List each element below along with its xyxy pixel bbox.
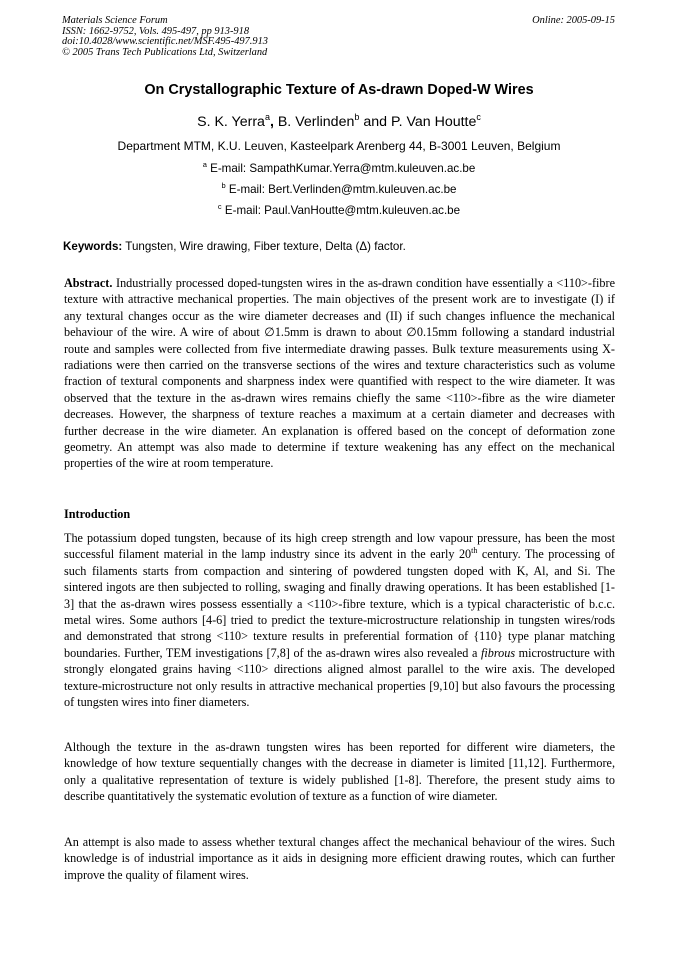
- email-text: E-mail: Paul.VanHoutte@mtm.kuleuven.ac.be: [221, 204, 461, 217]
- author-mark: a: [264, 112, 270, 122]
- section-heading: Introduction: [64, 507, 131, 521]
- journal-header: [62, 16, 482, 58]
- paragraph-text: microstructure with strongly elongated grains having <110> directions aligned almost parallel to the wire axis. The developed texture-microstructure not only results in attractive mechanical properties [9,10] but also favours the processing of tungsten wires into finer diameters.: [64, 645, 615, 710]
- paper-title: On Crystallographic Texture of As-drawn Doped-W Wires: [144, 82, 534, 98]
- paragraph: An attempt is also made to assess whether textural changes affect the mechanical behaviour of the wires. Such knowledge is of industrial importance as it aids in designing more efficient drawing routes, which can further improve the quality of filament wires.: [64, 835, 615, 882]
- paragraph: Although the texture in the as-drawn tungsten wires has been reported for different wire diameters, the knowledge of how texture sequentially changes with the decrease in diameter is limited [11,12]. Furthermore, only a qualitative representation of texture is widely published [1-8]. Therefore, the present study aims to describe quantitatively the systematic evolution of texture as a function of wire diameter.: [64, 740, 615, 804]
- email-text: E-mail: SampathKumar.Yerra@mtm.kuleuven.ac.be: [206, 162, 476, 175]
- issn-line: ISSN: 1662-9752, Vols. 495-497, pp 913-918: [62, 25, 250, 37]
- email-mark: c: [217, 202, 222, 211]
- keywords-text: Tungsten, Wire drawing, Fiber texture, Delta (Δ) factor.: [122, 240, 406, 253]
- author-email: [0, 183, 678, 196]
- journal-name: Materials Science Forum: [62, 15, 168, 26]
- emphasis: fibrous: [480, 645, 516, 660]
- author-email: [0, 204, 678, 217]
- author-separator: and: [359, 114, 391, 130]
- abstract-text: Industrially processed doped-tungsten wires in the as-drawn condition have essentially a <110>-fibre texture with attractive mechanical properties. The main objectives of the present work are to investigate (I) if any textural changes occur as the wire diameter decreases and (II) if such changes influence the mechanical behaviour of the wire. A wire of about ∅1.5mm is drawn to about ∅0.15mm following a standard industrial route and samples were collected from five intermediate drawing passes. Bulk texture measurements using X-radiations were then carried on the transverse sections of the wires and texture characteristics such as volume fraction of textural components and sharpness index were quantified with respect to the wire diameter. It was observed that the texture in the as-drawn wires remains chiefly the same <110>-fibre as the wire diameter decreases. However, the sharpness of texture reaches a maximum at a certain diameter and decreases with further decrease in the wire diameter. An explanation is offered based on the concept of deformation zone geometry. An attempt was also made to determine if texture weakening has any effect on the mechanical properties of the wire at room temperature.: [64, 276, 615, 471]
- email-text: E-mail: Bert.Verlinden@mtm.kuleuven.ac.be: [225, 183, 457, 196]
- abstract: [64, 275, 615, 472]
- paragraph-text: century. The processing of such filaments starts from compaction and sintering of powdered tungsten doped with K, Al, and Si. The sintered ingots are then subjected to rolling, swaging and finally drawing operations. It has been established [1-3] that the as-drawn wires possess essentially a <110>-fibre texture, which is a typical characteristic of b.c.c. metal wires. Some authors [4-6] tried to predict the texture-microstructure relationship in tungsten wires/rods and demonstrated that strong <110> texture results in preferential formation of {110} type planar matching boundaries. Further, TEM investigations [7,8] of the as-drawn wires also revealed a: [64, 547, 615, 660]
- email-mark: a: [202, 160, 207, 169]
- online-date: Online: 2005-09-15: [532, 15, 615, 26]
- author-name: P. Van Houtte: [390, 114, 477, 130]
- keywords-label: Keywords:: [63, 240, 123, 253]
- author-email: [0, 162, 678, 175]
- doi-line: doi:10.4028/www.scientific.net/MSF.495-497.913: [62, 36, 268, 48]
- affiliation: Department MTM, K.U. Leuven, Kasteelpark Arenberg 44, B-3001 Leuven, Belgium: [117, 139, 561, 153]
- author-separator: ,: [269, 114, 278, 130]
- superscript: th: [471, 546, 478, 556]
- author-name: B. Verlinden: [277, 114, 355, 130]
- author-mark: b: [354, 112, 360, 122]
- abstract-label: Abstract.: [64, 276, 113, 290]
- email-mark: b: [221, 181, 226, 190]
- paragraph-text: The potassium doped tungsten, because of its high creep strength and low vapour pressure, has been the most successful filament material in the lamp industry since its advent in the early 20: [64, 531, 615, 562]
- copyright-line: © 2005 Trans Tech Publications Ltd, Switzerland: [62, 46, 268, 58]
- paragraph: [64, 530, 615, 710]
- keywords: [63, 240, 406, 253]
- author-line: [0, 114, 678, 130]
- author-name: S. K. Yerra: [197, 114, 265, 130]
- author-mark: c: [476, 112, 481, 122]
